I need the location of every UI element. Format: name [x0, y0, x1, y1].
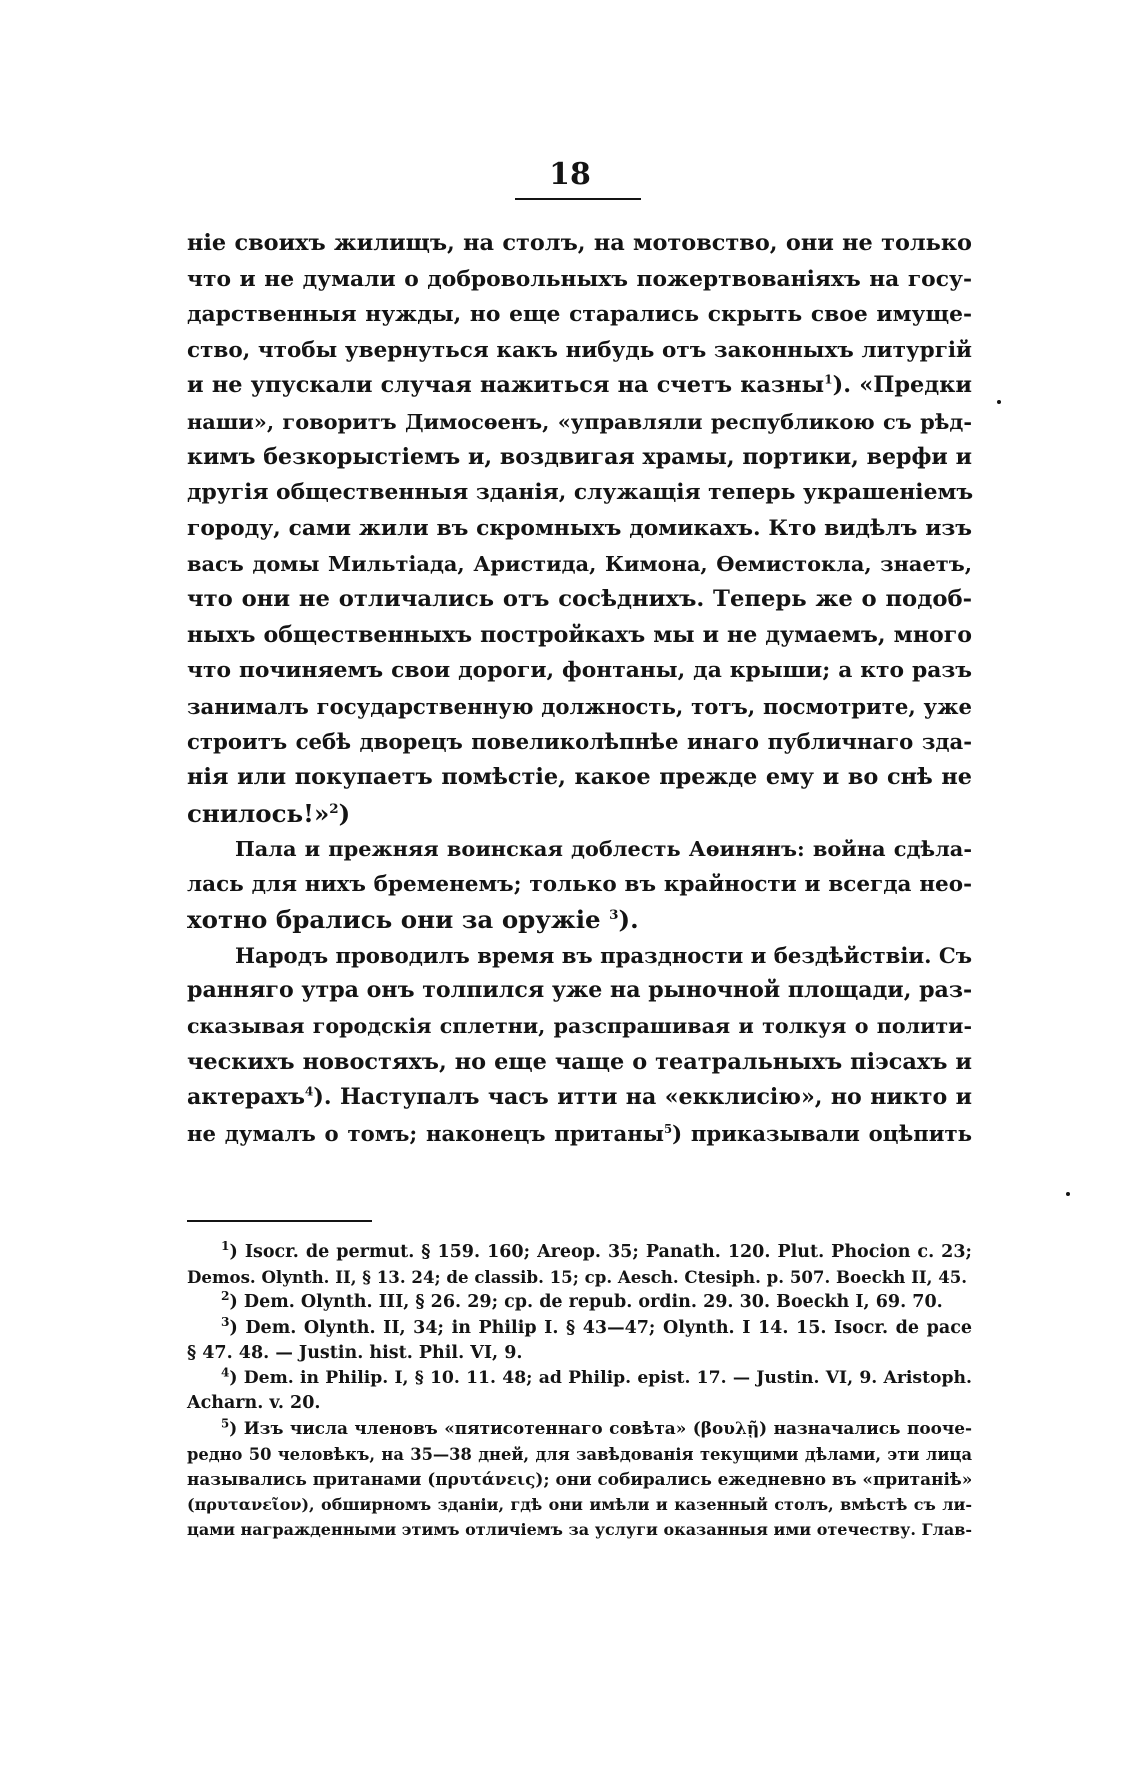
text-segment: ). Наступалъ часъ итти на «екклисію», но никто и	[313, 1084, 972, 1111]
text-line: васъ домы Мильтіада, Аристида, Кимона, Ѳемистокла, знаетъ,	[187, 551, 972, 577]
text-segment: ) Isocr. de permut. § 159. 160; Areop. 35; Panath. 120. Plut. Phocion c. 23;	[229, 1242, 972, 1262]
text-segment: )	[338, 798, 351, 828]
footnote-line	[187, 1240, 972, 1265]
text-segment: ). «Предки	[832, 372, 972, 399]
text-line: ческихъ новостяхъ, но еще чаще о театральныхъ піэсахъ и	[187, 1048, 972, 1075]
text-line: наши», говоритъ Димосѳенъ, «управляли республикою съ рѣд-	[187, 408, 972, 434]
paragraph-2	[187, 831, 972, 938]
text-line: кимъ безкорыстіемъ и, воздвигая храмы, портики, верфи и	[187, 443, 972, 470]
footnote-line	[187, 1366, 972, 1391]
text-segment: ) Изъ числа членовъ «пятисотеннаго совѣта» (βουλῇ) назначались пооче-	[229, 1418, 972, 1439]
page-number: 18	[549, 157, 591, 192]
footnote-number: 3	[221, 1313, 230, 1329]
footnote-line	[187, 1313, 972, 1341]
footnote-4	[187, 1366, 972, 1416]
footnote-ref-1: 1	[824, 371, 833, 387]
text-line: что починяемъ свои дороги, фонтаны, да крыши; а кто разъ	[187, 658, 972, 684]
text-segment: ).	[618, 905, 639, 935]
text-line: что они не отличались отъ сосѣднихъ. Теперь же о подоб-	[187, 585, 972, 612]
text-line: городу, сами жили въ скромныхъ домикахъ. Кто видѣлъ изъ	[187, 515, 972, 541]
paragraph-3	[187, 938, 972, 1152]
text-line	[187, 368, 972, 404]
footnote-2	[187, 1290, 972, 1315]
text-line: лась для нихъ бременемъ; только въ крайности и всегда нео-	[187, 871, 972, 897]
footnote-number: 5	[221, 1416, 230, 1431]
text-line	[187, 1080, 972, 1116]
footnote-1	[187, 1240, 972, 1290]
text-segment: снилось!»	[187, 798, 330, 828]
footnote-number: 2	[221, 1288, 230, 1304]
text-segment: актерахъ	[187, 1084, 305, 1111]
text-line: другія общественныя зданія, служащія теперь украшеніемъ	[187, 480, 974, 506]
text-line: сказывая городскія сплетни, разспрашивая и толкуя о полити-	[187, 1014, 972, 1039]
footnote-ref-2: 2	[329, 800, 339, 817]
text-line: ство, чтобы увернуться какъ нибудь отъ законныхъ литургій	[187, 337, 972, 363]
footnote-rule	[187, 1220, 372, 1222]
text-line: ніе своихъ жилищъ, на столъ, на мотовство, они не только	[187, 230, 972, 256]
text-line: что и не думали о добровольныхъ пожертвованіяхъ на госу-	[187, 266, 972, 292]
footnote-ref-5: 5	[663, 1121, 673, 1136]
footnote-ref-4: 4	[304, 1084, 314, 1099]
footnote-number: 4	[221, 1365, 230, 1380]
text-segment: ) Dem. Olynth. II, 34; in Philip I. § 43—47; Olynth. I 14. 15. Isocr. de pace	[229, 1317, 972, 1338]
text-line	[187, 902, 972, 938]
footnote-5	[187, 1416, 972, 1542]
text-line: занималъ государственную должность, тотъ, посмотрите, уже	[187, 693, 972, 719]
text-segment: ) Dem. in Philip. I, § 10. 11. 48; ad Philip. epist. 17. — Justin. VI, 9. Aristoph.	[229, 1368, 972, 1389]
text-segment: ) Dem. Olynth. III, § 26. 29; cp. de repub. ordin. 29. 30. Boeckh I, 69. 70.	[229, 1292, 943, 1313]
footnote-3	[187, 1313, 972, 1366]
footnote-ref-3: 3	[609, 907, 619, 924]
footnote-line: Acharn. v. 20.	[187, 1393, 321, 1414]
text-line: Народъ проводилъ время въ праздности и бездѣйствіи. Съ	[235, 942, 972, 968]
footnote-line	[187, 1290, 972, 1315]
text-segment: не думалъ о томъ; наконецъ пританы	[187, 1120, 664, 1146]
footnote-line: цами награжденными этимъ отличіемъ за услуги оказанныя ими отечеству. Глав-	[187, 1520, 972, 1540]
text-line: ранняго утра онъ толпился уже на рыночной площади, раз-	[187, 977, 973, 1004]
footnote-line: § 47. 48. — Justin. hist. Phil. VI, 9.	[187, 1342, 523, 1363]
text-line: ныхъ общественныхъ постройкахъ мы и не думаемъ, много	[187, 621, 972, 648]
text-line	[187, 1116, 972, 1152]
footnote-line: редно 50 человѣкъ, на 35—38 дней, для завѣдованія текущими дѣлами, эти лица	[187, 1444, 972, 1464]
text-line: дарственныя нужды, но еще старались скрыть свое имуще-	[187, 302, 972, 328]
header-rule	[515, 198, 641, 200]
footnote-number: 1	[221, 1238, 230, 1254]
footnote-line	[187, 1416, 972, 1441]
text-line	[187, 796, 972, 832]
paragraph-1	[187, 226, 972, 831]
text-line: строитъ себѣ дворецъ повеликолѣпнѣе инаго публичнаго зда-	[187, 729, 972, 755]
text-line: нія или покупаетъ помѣстіе, какое прежде ему и во снѣ не	[187, 763, 972, 790]
text-segment: и не упускали случая нажиться на счетъ казны	[187, 372, 825, 399]
footnote-line: назывались пританами (πρυτάνεις); они собирались ежедневно въ «пританіѣ»	[187, 1468, 973, 1489]
text-segment: ) приказывали оцѣпить	[672, 1120, 972, 1146]
footnote-line: Demos. Olynth. II, § 13. 24; de classib. 15; cp. Aesch. Ctesiph. p. 507. Boeckh II, 45.	[187, 1267, 968, 1288]
scan-speck	[997, 400, 1001, 404]
scan-speck	[1066, 1192, 1070, 1196]
text-segment: хотно брались они за оружіе	[187, 905, 601, 935]
footnotes	[187, 1240, 972, 1542]
main-text	[187, 226, 972, 1151]
footnote-line: (πρυτανεῖον), обширномъ зданіи, гдѣ они имѣли и казенный столъ, вмѣстѣ съ ли-	[187, 1495, 972, 1515]
text-line: Пала и прежняя воинская доблесть Аѳинянъ: война сдѣла-	[235, 836, 972, 862]
